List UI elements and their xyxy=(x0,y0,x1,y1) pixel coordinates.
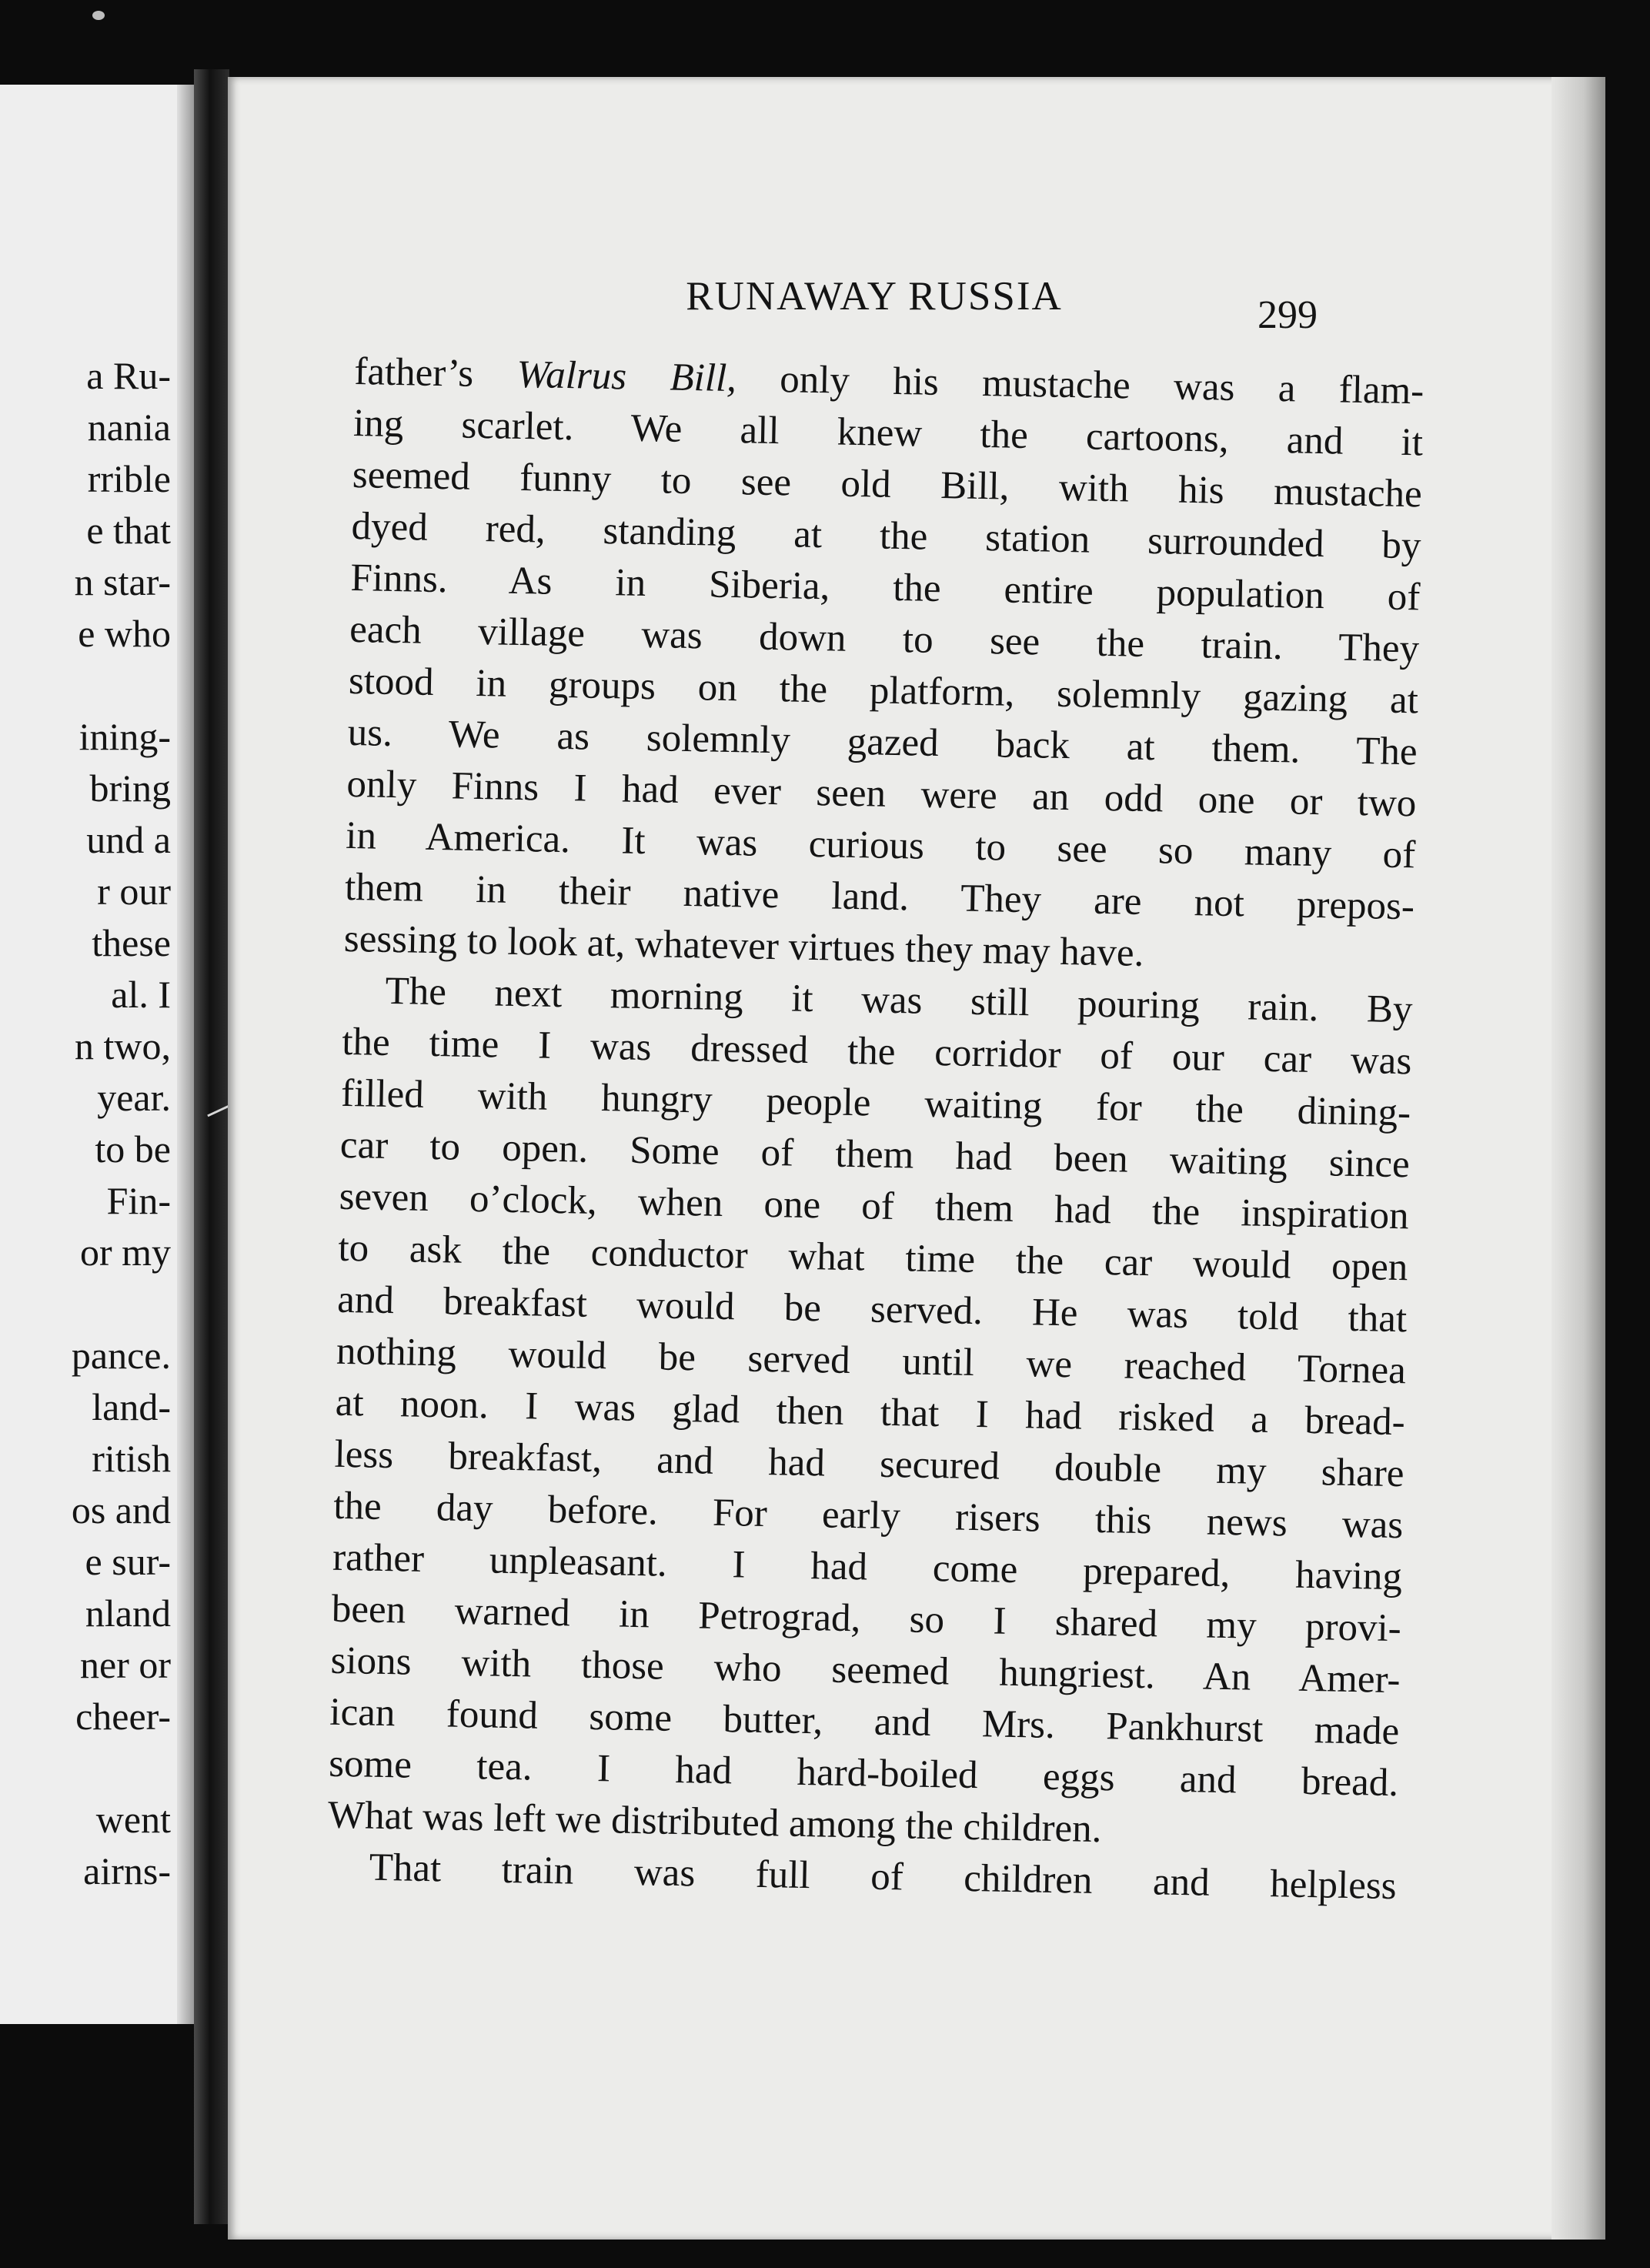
left-line: cheer- xyxy=(75,1695,171,1738)
text-line-body: at noon. I was glad then that I had risked a bread- xyxy=(335,1381,1406,1445)
text-line-body: sessing to look at, whatever virtues they may have. xyxy=(343,917,1144,975)
left-page-text xyxy=(0,350,171,1897)
left-line-gap xyxy=(0,1278,171,1330)
left-page-edge-shadow xyxy=(177,85,194,2024)
text-line-body: stood in groups on the platform, solemnly gazing at xyxy=(348,659,1419,723)
text-line-body: filled with hungry people waiting for the dining- xyxy=(340,1071,1411,1135)
text-line-body: been warned in Petrograd, so I shared my provi- xyxy=(331,1587,1402,1651)
text-line-body: the time I was dressed the corridor of our car was xyxy=(341,1020,1412,1084)
left-line-gap xyxy=(0,660,171,711)
left-facing-page xyxy=(0,85,194,2024)
text-line-body: in America. It was curious to see so many of xyxy=(345,813,1416,877)
text-line-body: car to open. Some of them had been waiting since xyxy=(339,1123,1411,1187)
left-line: e who xyxy=(78,612,171,655)
text-line-body: That train was full of children and helpless xyxy=(369,1845,1398,1909)
text-line-body: only Finns I had ever seen were an odd one or two xyxy=(346,762,1417,826)
left-line: Fin- xyxy=(106,1179,171,1222)
left-line: und a xyxy=(86,818,171,861)
text-line-body: them in their native land. They are not prepos- xyxy=(344,865,1415,929)
text-line-body: Finns. As in Siberia, the entire population of xyxy=(349,556,1421,620)
left-line: land- xyxy=(92,1385,171,1428)
left-line: rrible xyxy=(87,457,171,500)
text-line-body: The next morning it was still pouring rain. By xyxy=(385,969,1413,1032)
text-line-body: to ask the conductor what time the car would open xyxy=(338,1226,1408,1290)
left-line: airns- xyxy=(83,1849,171,1892)
text-line-body: some tea. I had hard-boiled eggs and bread. xyxy=(328,1742,1399,1805)
left-line: these xyxy=(92,921,171,964)
left-line: e sur- xyxy=(85,1540,171,1583)
left-line: pance. xyxy=(71,1334,171,1377)
page-number: 299 xyxy=(1258,293,1318,337)
text-line-body: seven o’clock, when one of them had the inspiration xyxy=(339,1174,1410,1238)
left-line: ining- xyxy=(78,715,171,758)
right-page xyxy=(228,77,1605,2240)
left-line: ner or xyxy=(80,1643,171,1686)
left-line: went xyxy=(95,1798,171,1841)
text-line-body: nothing would be served until we reached Tornea xyxy=(336,1329,1407,1393)
text-line-body: rather unpleasant. I had come prepared, having xyxy=(332,1535,1403,1599)
book-gutter xyxy=(194,69,229,2224)
text-line-body: father’s xyxy=(353,349,518,396)
text-line-body: seemed funny to see old Bill, with his mustache xyxy=(352,453,1423,516)
body-text xyxy=(326,346,1425,1912)
left-line: nland xyxy=(85,1592,171,1635)
text-line-body: less breakfast, and had secured double my share xyxy=(334,1432,1405,1496)
text-line-body: and breakfast would be served. He was told that xyxy=(336,1278,1408,1341)
fore-edge xyxy=(1551,77,1605,2240)
text-line-body: What was left we distributed among the children. xyxy=(327,1793,1102,1852)
text-line-body: each village was down to see the train. They xyxy=(349,607,1420,671)
text-line-body: sions with those who seemed hungriest. An Amer- xyxy=(330,1638,1401,1702)
text-line-body: ican found some butter, and Mrs. Pankhurst made xyxy=(329,1690,1400,1754)
left-line: os and xyxy=(71,1488,171,1531)
left-line: bring xyxy=(89,767,171,810)
running-head: RUNAWAY RUSSIA xyxy=(686,274,1063,319)
text-line-body: dyed red, standing at the station surrounded by xyxy=(351,504,1421,568)
dust-speck xyxy=(92,11,105,20)
text-line-body: us. We as solemnly gazed back at them. The xyxy=(347,710,1418,774)
left-line: to be xyxy=(95,1127,171,1171)
text-line-body: only his mustache was a flam- xyxy=(736,357,1425,413)
left-line: r our xyxy=(97,870,171,913)
left-line: n star- xyxy=(74,560,171,603)
left-line: al. I xyxy=(111,973,171,1016)
left-line-gap xyxy=(0,1742,171,1794)
left-line: ritish xyxy=(92,1437,171,1480)
left-line: a Ru- xyxy=(86,354,171,397)
italic-title: Walrus Bill, xyxy=(516,352,737,401)
text-line-body: ing scarlet. We all knew the cartoons, and it xyxy=(352,401,1424,465)
left-line: e that xyxy=(86,509,171,552)
left-line: or my xyxy=(79,1231,171,1274)
text-line-body: the day before. For early risers this news was xyxy=(332,1484,1404,1548)
left-line: nania xyxy=(87,406,171,449)
left-line: n two, xyxy=(75,1024,171,1067)
left-line: year. xyxy=(97,1076,171,1119)
